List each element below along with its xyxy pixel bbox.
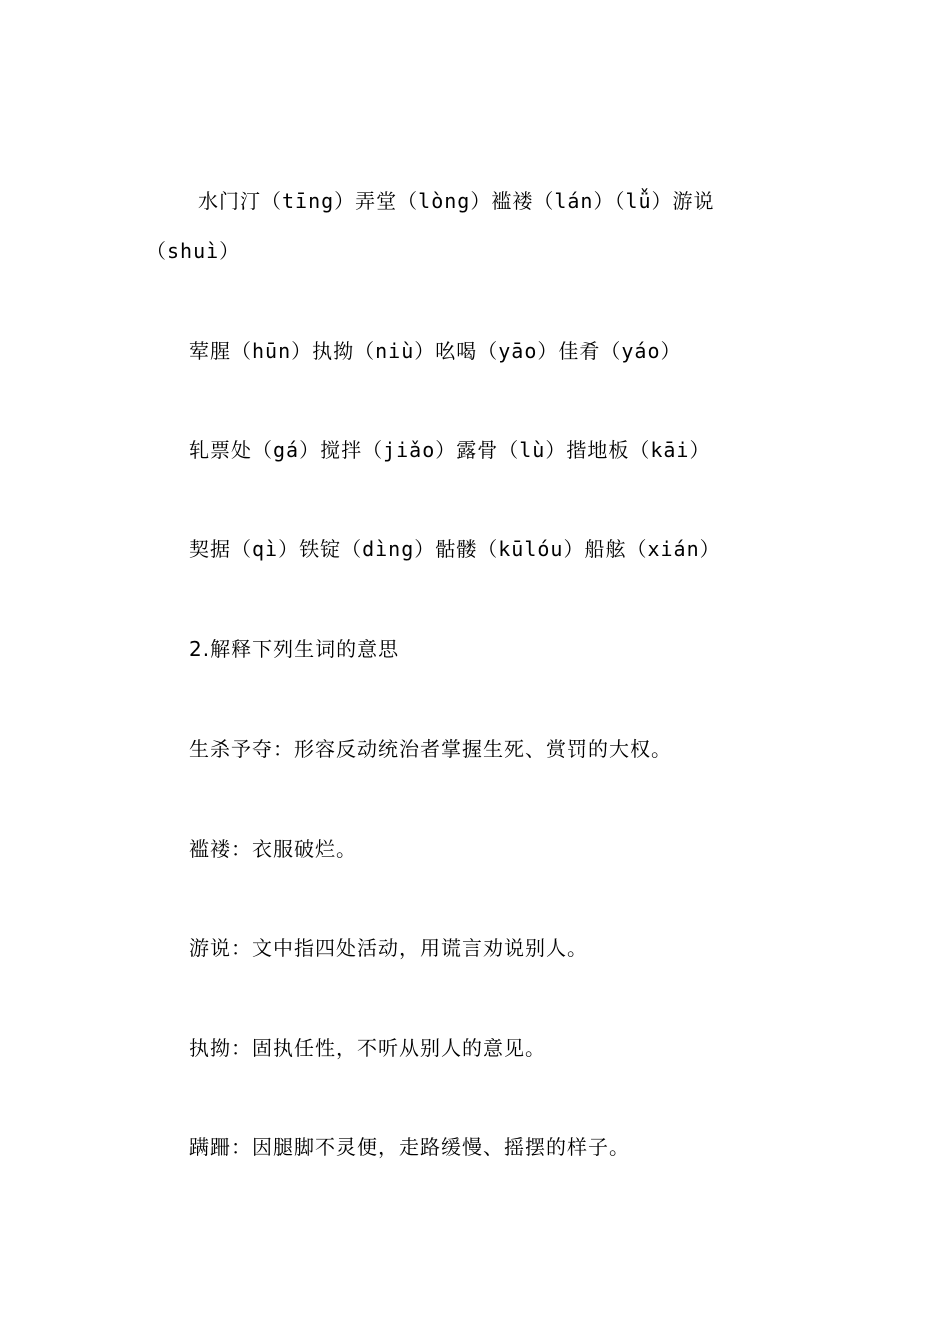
- definition-panshan: 蹒跚：因腿脚不灵便，走路缓慢、摇摆的样子。: [189, 1135, 630, 1159]
- definition-youshui: 游说：文中指四处活动，用谎言劝说别人。: [189, 936, 588, 960]
- pinyin-line-1: 水门汀（tīng）弄堂（lòng）褴褛（lán）（lǚ）游说: [198, 189, 715, 213]
- pinyin-line-3: 轧票处（gá）搅拌（jiǎo）露骨（lù）揩地板（kāi）: [189, 438, 711, 462]
- definition-shengshayuduo: 生杀予夺：形容反动统治者掌握生死、赏罚的大权。: [189, 737, 672, 761]
- pinyin-line-4: 契据（qì）铁锭（dìng）骷髅（kūlóu）船舷（xián）: [189, 537, 721, 561]
- definition-zhiniu: 执拗：固执任性，不听从别人的意见。: [189, 1036, 546, 1060]
- definition-lanlv: 褴褛：衣服破烂。: [189, 837, 357, 861]
- pinyin-line-1-continued: （shuì）: [146, 239, 241, 263]
- section-heading: 2.解释下列生词的意思: [189, 637, 400, 661]
- pinyin-line-2: 荤腥（hūn）执拗（niù）吆喝（yāo）佳肴（yáo）: [189, 339, 682, 363]
